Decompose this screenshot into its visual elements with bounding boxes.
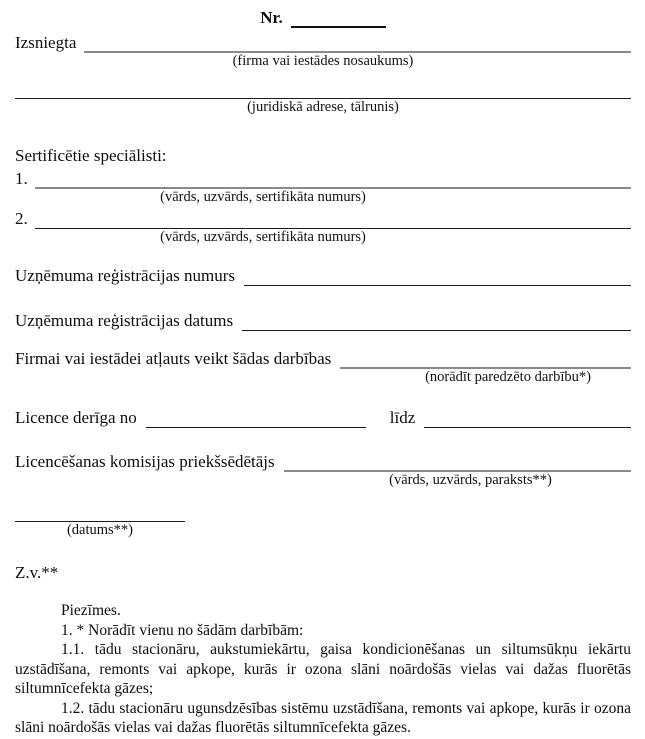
chairman-row bbox=[15, 452, 631, 472]
seal-label: Z.v.** bbox=[15, 563, 59, 582]
validity-to-blank bbox=[424, 409, 631, 428]
reg-date-label: Uzņēmuma reģistrācijas datums bbox=[15, 311, 234, 330]
activities-hint: (norādīt paredzēto darbību*) bbox=[425, 369, 591, 385]
note-1-1: 1.1. tādu stacionāru, aukstumiekārtu, gaisa kondicionēšanas un siltumsūkņu iekārtu uzstādīšana, remonts vai apkope, kurās ir ozona slāni noārdošās vielas vai dažas fluorētās siltumnīcefekta gāzes; bbox=[15, 641, 631, 697]
reg-number-blank bbox=[244, 267, 631, 286]
note-1-2: 1.2. tādu stacionāru ugunsdzēsības sistēmu uzstādīšana, remonts vai apkope, kurās ir ozona slāni noārdošās vielas vai dažas fluorētās siltumnīcefekta gāzes. bbox=[15, 699, 631, 736]
activities-blank bbox=[340, 350, 631, 369]
specialist-1-blank bbox=[35, 170, 631, 189]
notes-title: Piezīmes. bbox=[61, 602, 121, 619]
specialist-2-blank bbox=[35, 210, 631, 229]
specialists-title: Sertificētie speciālisti: bbox=[15, 146, 167, 165]
specialist-2-row bbox=[15, 209, 631, 229]
specialist-1-hint: (vārds, uzvārds, sertifikāta numurs) bbox=[160, 189, 366, 205]
validity-from-label: Licence derīga no bbox=[15, 408, 137, 427]
validity-row bbox=[15, 408, 631, 428]
nr-blank bbox=[291, 9, 386, 28]
chairman-label: Licencēšanas komisijas priekšsēdētājs bbox=[15, 452, 275, 471]
specialist-2-number: 2. bbox=[15, 209, 28, 228]
validity-to-label: līdz bbox=[389, 408, 416, 427]
chairman-blank bbox=[284, 453, 631, 472]
issued-row bbox=[15, 33, 631, 53]
company-name-blank bbox=[84, 34, 631, 53]
reg-number-row bbox=[15, 266, 631, 286]
reg-date-blank bbox=[242, 312, 631, 331]
chairman-hint: (vārds, uzvārds, paraksts**) bbox=[389, 472, 552, 488]
nr-row bbox=[15, 8, 631, 28]
issued-label: Izsniegta bbox=[15, 33, 77, 52]
activities-row bbox=[15, 349, 631, 369]
validity-from-blank bbox=[146, 409, 366, 428]
address-hint: (juridiskā adrese, tālrunis) bbox=[247, 99, 399, 115]
reg-number-label: Uzņēmuma reģistrācijas numurs bbox=[15, 266, 235, 285]
notes-section bbox=[15, 601, 631, 738]
specialist-1-row bbox=[15, 169, 631, 189]
note-1: 1. * Norādīt vienu no šādām darbībām: bbox=[61, 621, 304, 639]
specialist-2-hint: (vārds, uzvārds, sertifikāta numurs) bbox=[160, 229, 366, 245]
nr-label: Nr. bbox=[260, 8, 283, 27]
company-name-hint: (firma vai iestādes nosaukums) bbox=[232, 53, 414, 69]
specialist-1-number: 1. bbox=[15, 169, 28, 188]
date-hint: (datums**) bbox=[66, 522, 134, 538]
activities-label: Firmai vai iestādei atļauts veikt šādas darbības bbox=[15, 349, 332, 368]
reg-date-row bbox=[15, 311, 631, 331]
